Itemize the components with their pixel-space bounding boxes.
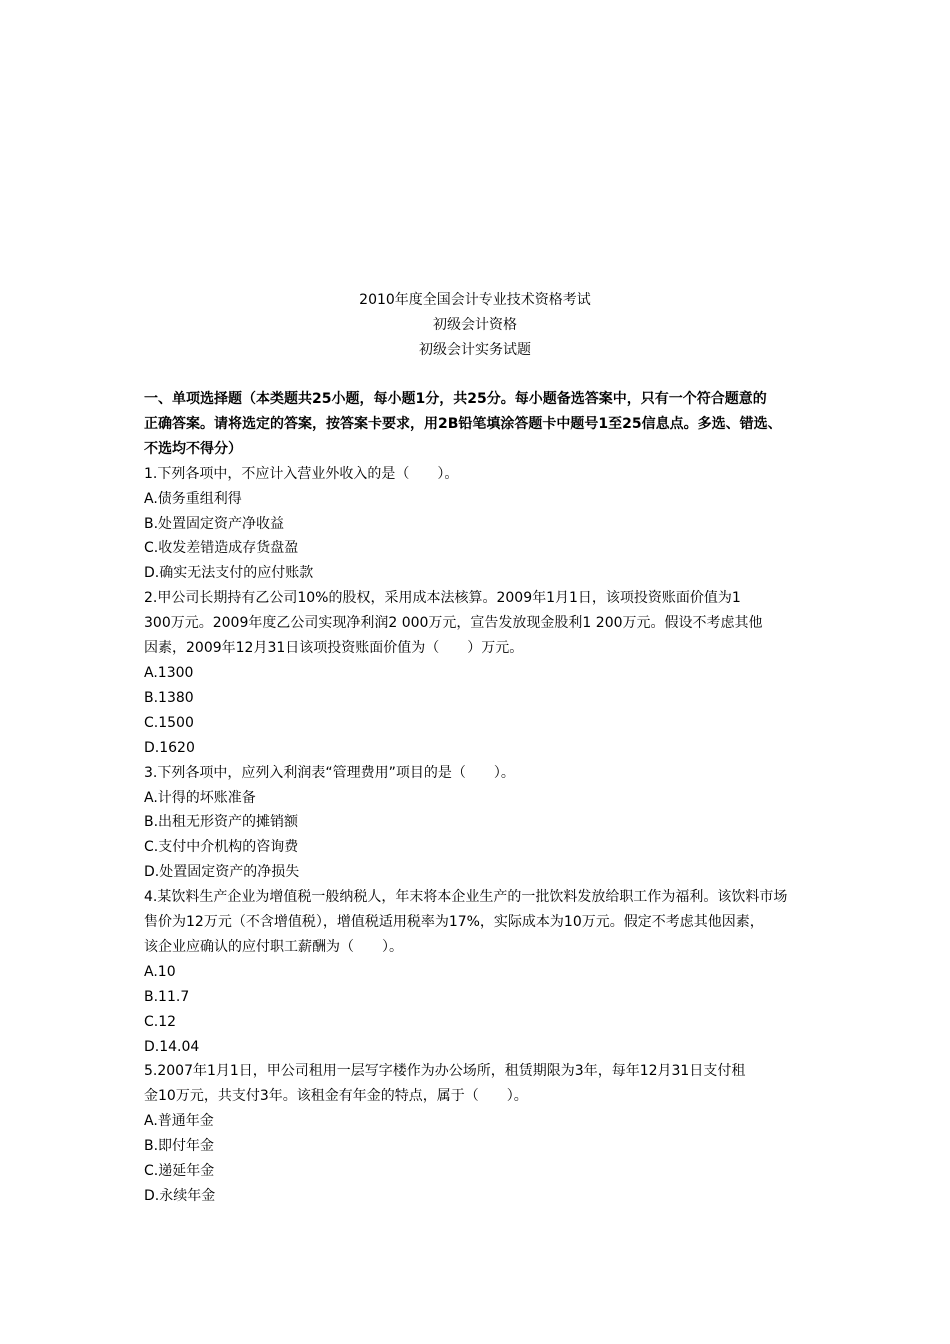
option-b: B.11.7 xyxy=(144,988,190,1005)
option-a: A.1300 xyxy=(144,664,194,681)
question-stem: 3.下列各项中，应列入利润表“管理费用”项目的是（ ）。 xyxy=(144,764,515,781)
option-d: D.永续年金 xyxy=(144,1188,216,1204)
section-heading-line: 正确答案。请将选定的答案，按答案卡要求，用2B铅笔填涂答题卡中题号1至25信息点。多选、错选、 xyxy=(144,415,782,432)
option-c: C.递延年金 xyxy=(144,1163,215,1180)
section-heading-line: 一、单项选择题（本类题共25小题，每小题1分，共25分。每小题备选答案中，只有一个符合题意的 xyxy=(144,391,767,407)
question-3 xyxy=(144,761,814,886)
question-stem: 因素，2009年12月31日该项投资账面价值为（ ）万元。 xyxy=(144,640,524,657)
section-heading-line: 不选均不得分） xyxy=(144,440,242,457)
option-d: D.确实无法支付的应付账款 xyxy=(144,565,314,582)
option-c: C.1500 xyxy=(144,714,194,731)
option-a: A.10 xyxy=(144,963,176,980)
option-c: C.支付中介机构的咨询费 xyxy=(144,839,299,856)
question-5 xyxy=(144,1059,814,1208)
question-stem: 金10万元，共支付3年。该租金有年金的特点，属于（ ）。 xyxy=(144,1088,528,1105)
option-c: C.收发差错造成存货盘盈 xyxy=(144,540,299,557)
question-2 xyxy=(144,586,814,760)
question-1 xyxy=(144,462,814,587)
option-c: C.12 xyxy=(144,1013,177,1030)
option-b: B.出租无形资产的摊销额 xyxy=(144,814,299,831)
question-stem: 该企业应确认的应付职工薪酬为（ ）。 xyxy=(144,938,403,955)
question-stem: 1.下列各项中，不应计入营业外收入的是（ ）。 xyxy=(144,465,459,482)
question-stem: 300万元。2009年度乙公司实现净利润2 000万元，宣告发放现金股利1 200万元。假设不考虑其他 xyxy=(144,615,763,632)
document-title-block xyxy=(0,288,950,363)
option-d: D.1620 xyxy=(144,739,195,756)
option-d: D.14.04 xyxy=(144,1038,200,1055)
exam-level: 初级会计资格 xyxy=(433,317,517,333)
question-stem: 售价为12万元（不含增值税），增值税适用税率为17%，实际成本为10万元。假定不考虑其他因素， xyxy=(144,914,764,931)
option-a: A.债务重组利得 xyxy=(144,490,242,507)
question-stem: 5.2007年1月1日，甲公司租用一层写字楼作为办公场所，租赁期限为3年，每年12月31日支付租 xyxy=(144,1063,746,1080)
exam-title: 2010年度全国会计专业技术资格考试 xyxy=(359,292,591,308)
option-d: D.处置固定资产的净损失 xyxy=(144,864,300,881)
question-4 xyxy=(144,885,814,1059)
option-a: A.普通年金 xyxy=(144,1113,214,1130)
question-stem: 2.甲公司长期持有乙公司10%的股权，采用成本法核算。2009年1月1日，该项投资账面价值为1 xyxy=(144,590,741,607)
option-a: A.计得的坏账准备 xyxy=(144,789,256,806)
option-b: B.即付年金 xyxy=(144,1138,215,1155)
option-b: B.1380 xyxy=(144,689,194,706)
exam-subject: 初级会计实务试题 xyxy=(419,342,531,358)
document-body xyxy=(144,387,814,1209)
section-heading xyxy=(144,387,814,462)
question-stem: 4.某饮料生产企业为增值税一般纳税人，年末将本企业生产的一批饮料发放给职工作为福利。该饮料市场 xyxy=(144,889,788,906)
option-b: B.处置固定资产净收益 xyxy=(144,515,285,532)
